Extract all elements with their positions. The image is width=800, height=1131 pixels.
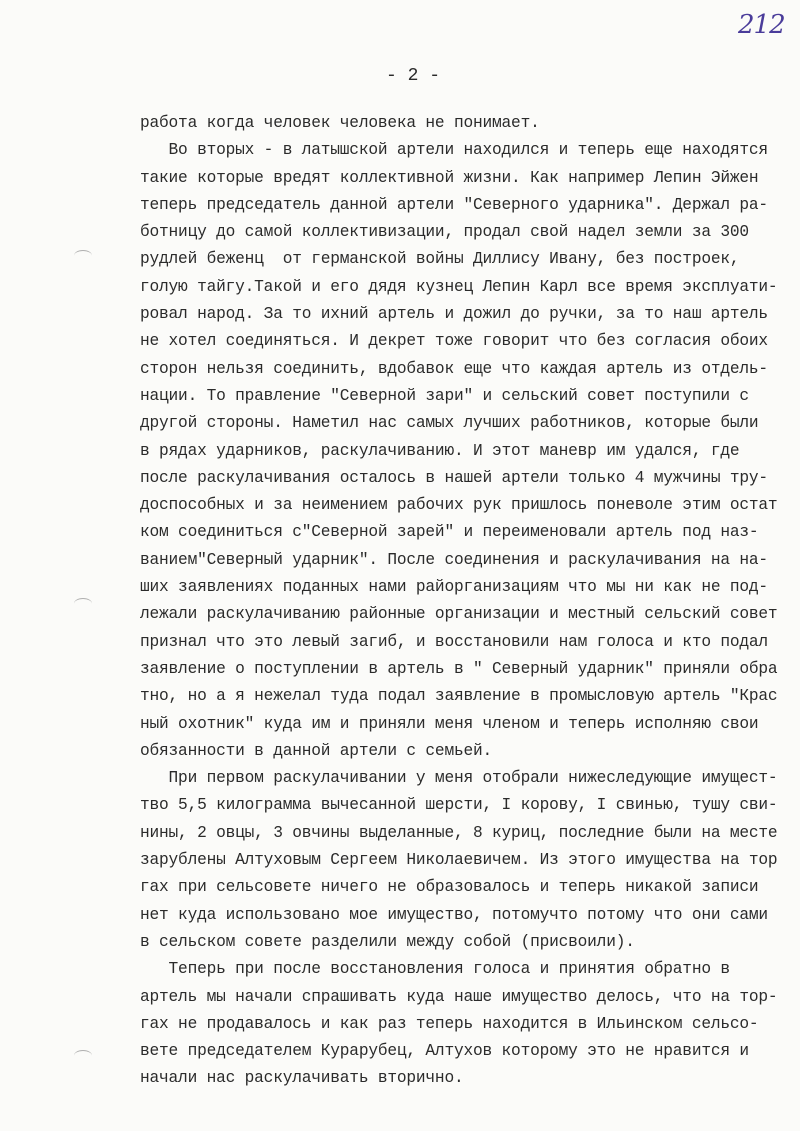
text-line: ботницу до самой коллективизации, продал свой надел земли за 300 (140, 223, 749, 242)
text-line: Во вторых - в латышской артели находился и теперь еще находятся (140, 141, 768, 160)
text-line: после раскулачивания осталось в нашей артели только 4 мужчины тру- (140, 468, 768, 487)
text-line: зарублены Алтуховым Сергеем Николаевичем. Из этого имущества на тор (140, 851, 778, 870)
binder-hole-mark (74, 598, 92, 609)
text-line: вете председателем Курарубец, Алтухов которому это не нравится и (140, 1042, 749, 1061)
text-line: голую тайгу.Такой и его дядя кузнец Лепин Карл все время эксплуати- (140, 277, 778, 296)
text-line: нины, 2 овцы, 3 овчины выделанные, 8 куриц, последние были на месте (140, 823, 778, 842)
text-line: другой стороны. Наметил нас самых лучших работников, которые были (140, 414, 759, 433)
text-line: начали нас раскулачивать вторично. (140, 1069, 464, 1088)
text-line: гах не продавалось и как раз теперь находится в Ильинском сельсо- (140, 1014, 759, 1033)
text-line: ровал народ. За то ихний артель и дожил до ручки, за то наш артель (140, 305, 768, 324)
page-number: - 2 - (386, 66, 441, 86)
text-line: признал что это левый загиб, и восстановили нам голоса и кто подал (140, 632, 768, 651)
archive-page-number: 212 (738, 10, 785, 40)
text-line: артель мы начали спрашивать куда наше имущество делось, что на тор- (140, 987, 778, 1006)
binder-hole-mark (74, 1050, 92, 1061)
text-line: ный охотник" куда им и приняли меня членом и теперь исполняю свои (140, 714, 759, 733)
text-line: тно, но а я нежелал туда подал заявление в промысловую артель "Крас (140, 687, 778, 706)
typewritten-body (140, 110, 800, 1093)
text-line: доспособных и за неимением рабочих рук пришлось поневоле этим остат (140, 496, 778, 515)
text-line: Теперь при после восстановления голоса и принятия обратно в (140, 960, 730, 979)
text-line: ванием"Северный ударник". После соединения и раскулачивания на на- (140, 550, 768, 569)
text-line: нет куда использовано мое имущество, потомучто потому что они сами (140, 905, 768, 924)
text-line: рудлей беженц от германской войны Диллису Ивану, без построек, (140, 250, 740, 269)
text-line: сторон нельзя соединить, вдобавок еще что каждая артель из отдель- (140, 359, 768, 378)
text-line: обязанности в данной артели с семьей. (140, 741, 493, 760)
text-line: работа когда человек человека не понимает. (140, 114, 540, 132)
text-line: теперь председатель данной артели "Северного ударника". Держал ра- (140, 195, 768, 214)
text-line: нации. То правление "Северной зари" и сельский совет поступили с (140, 386, 749, 405)
text-line: такие которые вредят коллективной жизни. Как например Лепин Эйжен (140, 168, 759, 187)
text-line: При первом раскулачивании у меня отобрали нижеследующие имущест- (140, 769, 778, 788)
text-line: заявление о поступлении в артель в " Северный ударник" приняли обра (140, 659, 778, 678)
text-line: ших заявлениях поданных нами райорганизациям что мы ни как не под- (140, 578, 768, 597)
text-line: лежали раскулачиванию районные организации и местный сельский совет (140, 605, 778, 624)
text-line: не хотел соединяться. И декрет тоже говорит что без согласия обоих (140, 332, 768, 351)
text-line: тво 5,5 килограмма вычесанной шерсти, I корову, I свинью, тушу сви- (140, 796, 778, 815)
text-line: гах при сельсовете ничего не образовалось и теперь никакой записи (140, 878, 759, 897)
binder-hole-mark (74, 250, 92, 261)
text-line: в рядах ударников, раскулачиванию. И этот маневр им удался, где (140, 441, 740, 460)
text-line: ком соединиться с"Северной зарей" и переименовали артель под наз- (140, 523, 759, 542)
text-line: в сельском совете разделили между собой (присвоили). (140, 932, 635, 951)
